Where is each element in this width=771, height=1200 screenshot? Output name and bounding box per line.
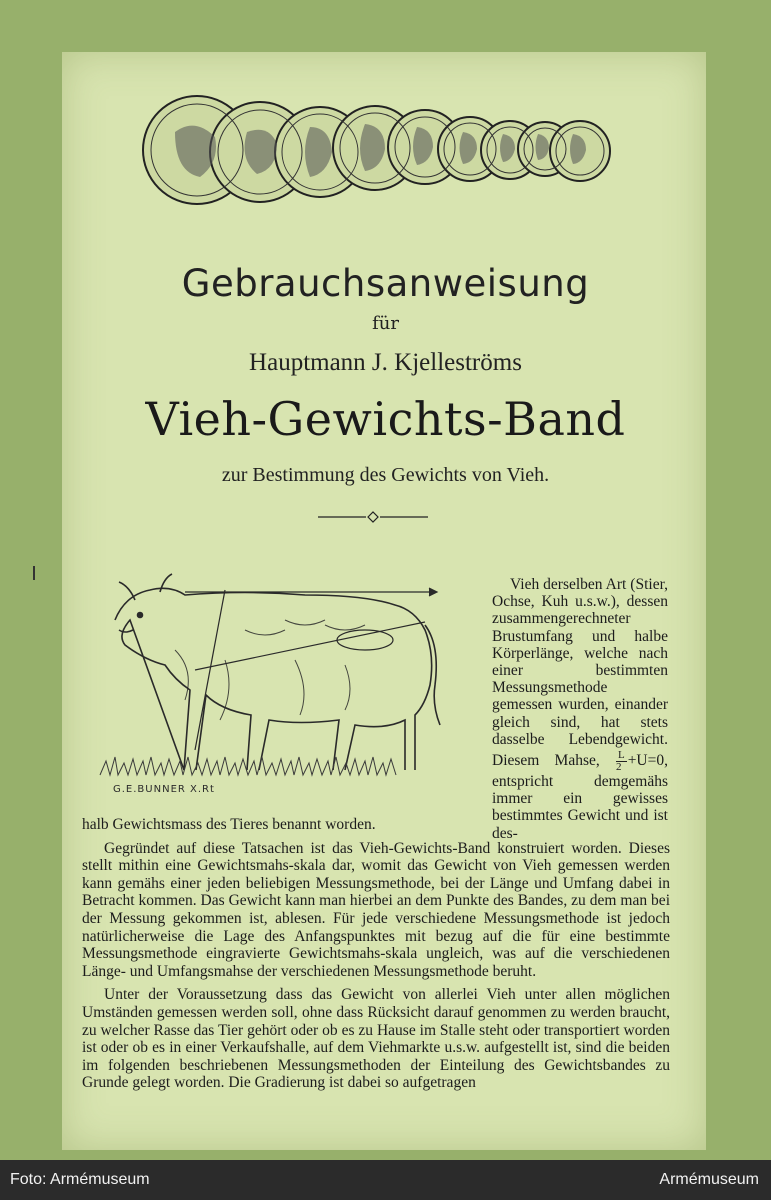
formula-trail: +U=0, entspricht demgemähs immer ein gewisses bestimmtes Gewicht und ist des-: [492, 752, 668, 842]
formula-denominator: 2: [615, 761, 622, 774]
body-paragraph: halb Gewichtsmass des Tieres benannt worden.: [82, 816, 376, 833]
photo-credit: Foto: Armémuseum: [10, 1171, 150, 1188]
side-text-column: [492, 576, 668, 842]
formula-fraction: [616, 750, 627, 773]
museum-name: Armémuseum: [659, 1171, 759, 1188]
body-text: [82, 816, 670, 1092]
formula-numerator: L: [617, 749, 625, 762]
margin-mark: [33, 566, 35, 580]
body-paragraph: Gegründet auf diese Tatsachen ist das Vieh-Gewichts-Band konstruiert worden. Dieses stellt mithin eine Gewichtsmahs-skala dar, womit das Gewicht von Vieh gemessen werden kann gemähs einer jeden beliebigen Messungsmethode, bei der Länge und Umfang dabei in Betracht kommen. Das Gewicht kann man hierbei an dem Punkte des Bandes, zu dem man bei der Messung gekommen ist, ablesen. Für jede verschiedene Messungsmethode ist jedoch natürlicherweise die Lage des Anfangspunktes mit bezug auf die für eine bestimmte Messungsmethode eingravierte Gewichtsmahs-skala ungleich, was auf die verschiedenen Länge- und Umfangsmahse der verschiedenen Messungsmethode beruht.: [82, 839, 670, 980]
cow-measurement-illustration: [95, 570, 455, 800]
medal-row-illustration: [135, 92, 615, 212]
divider-ornament: [318, 510, 428, 524]
title-inventor: Hauptmann J. Kjelleströms: [249, 349, 522, 376]
title-conjunction: für: [372, 313, 399, 334]
document-title: Gebrauchsanweisung: [181, 262, 590, 305]
illustration-caption: G.E.BUNNER X.Rt: [113, 784, 215, 795]
body-paragraph: Unter der Voraussetzung dass das Gewicht von allerlei Vieh unter allen möglichen Umständen gemessen werden soll, ohne dass Rücksicht darauf genommen zu werden braucht, zu welcher Rasse das Tier gehört oder ob es zu Hause im Stalle steht oder transportiert worden ist oder ob es in einer Verkaufshalle, auf dem Viehmarkte u.s.w. aufgestellt ist, sind die beiden im folgenden beschriebenen Messungsmethoden der Einteilung des Gewichtsbandes zu Grunde gelegt worden. Die Gradierung ist dabei so aufgetragen: [82, 986, 670, 1092]
photo-credit-bar: [0, 1160, 771, 1200]
side-paragraph: Vieh derselben Art (Stier, Ochse, Kuh u.s.w.), dessen zusammengerechneter Brustumfang und halbe Körperlänge, welche nach einer bestimmten Messungsmethode gemessen wurden, einander gleich sind, hat stets dasselbe Lebendgewicht.: [492, 576, 668, 748]
product-name: Vieh-Gewichts-Band: [145, 392, 626, 446]
formula-lead: Diesem Mahse,: [492, 752, 600, 770]
title-subline: zur Bestimmung des Gewichts von Vieh.: [221, 464, 550, 486]
